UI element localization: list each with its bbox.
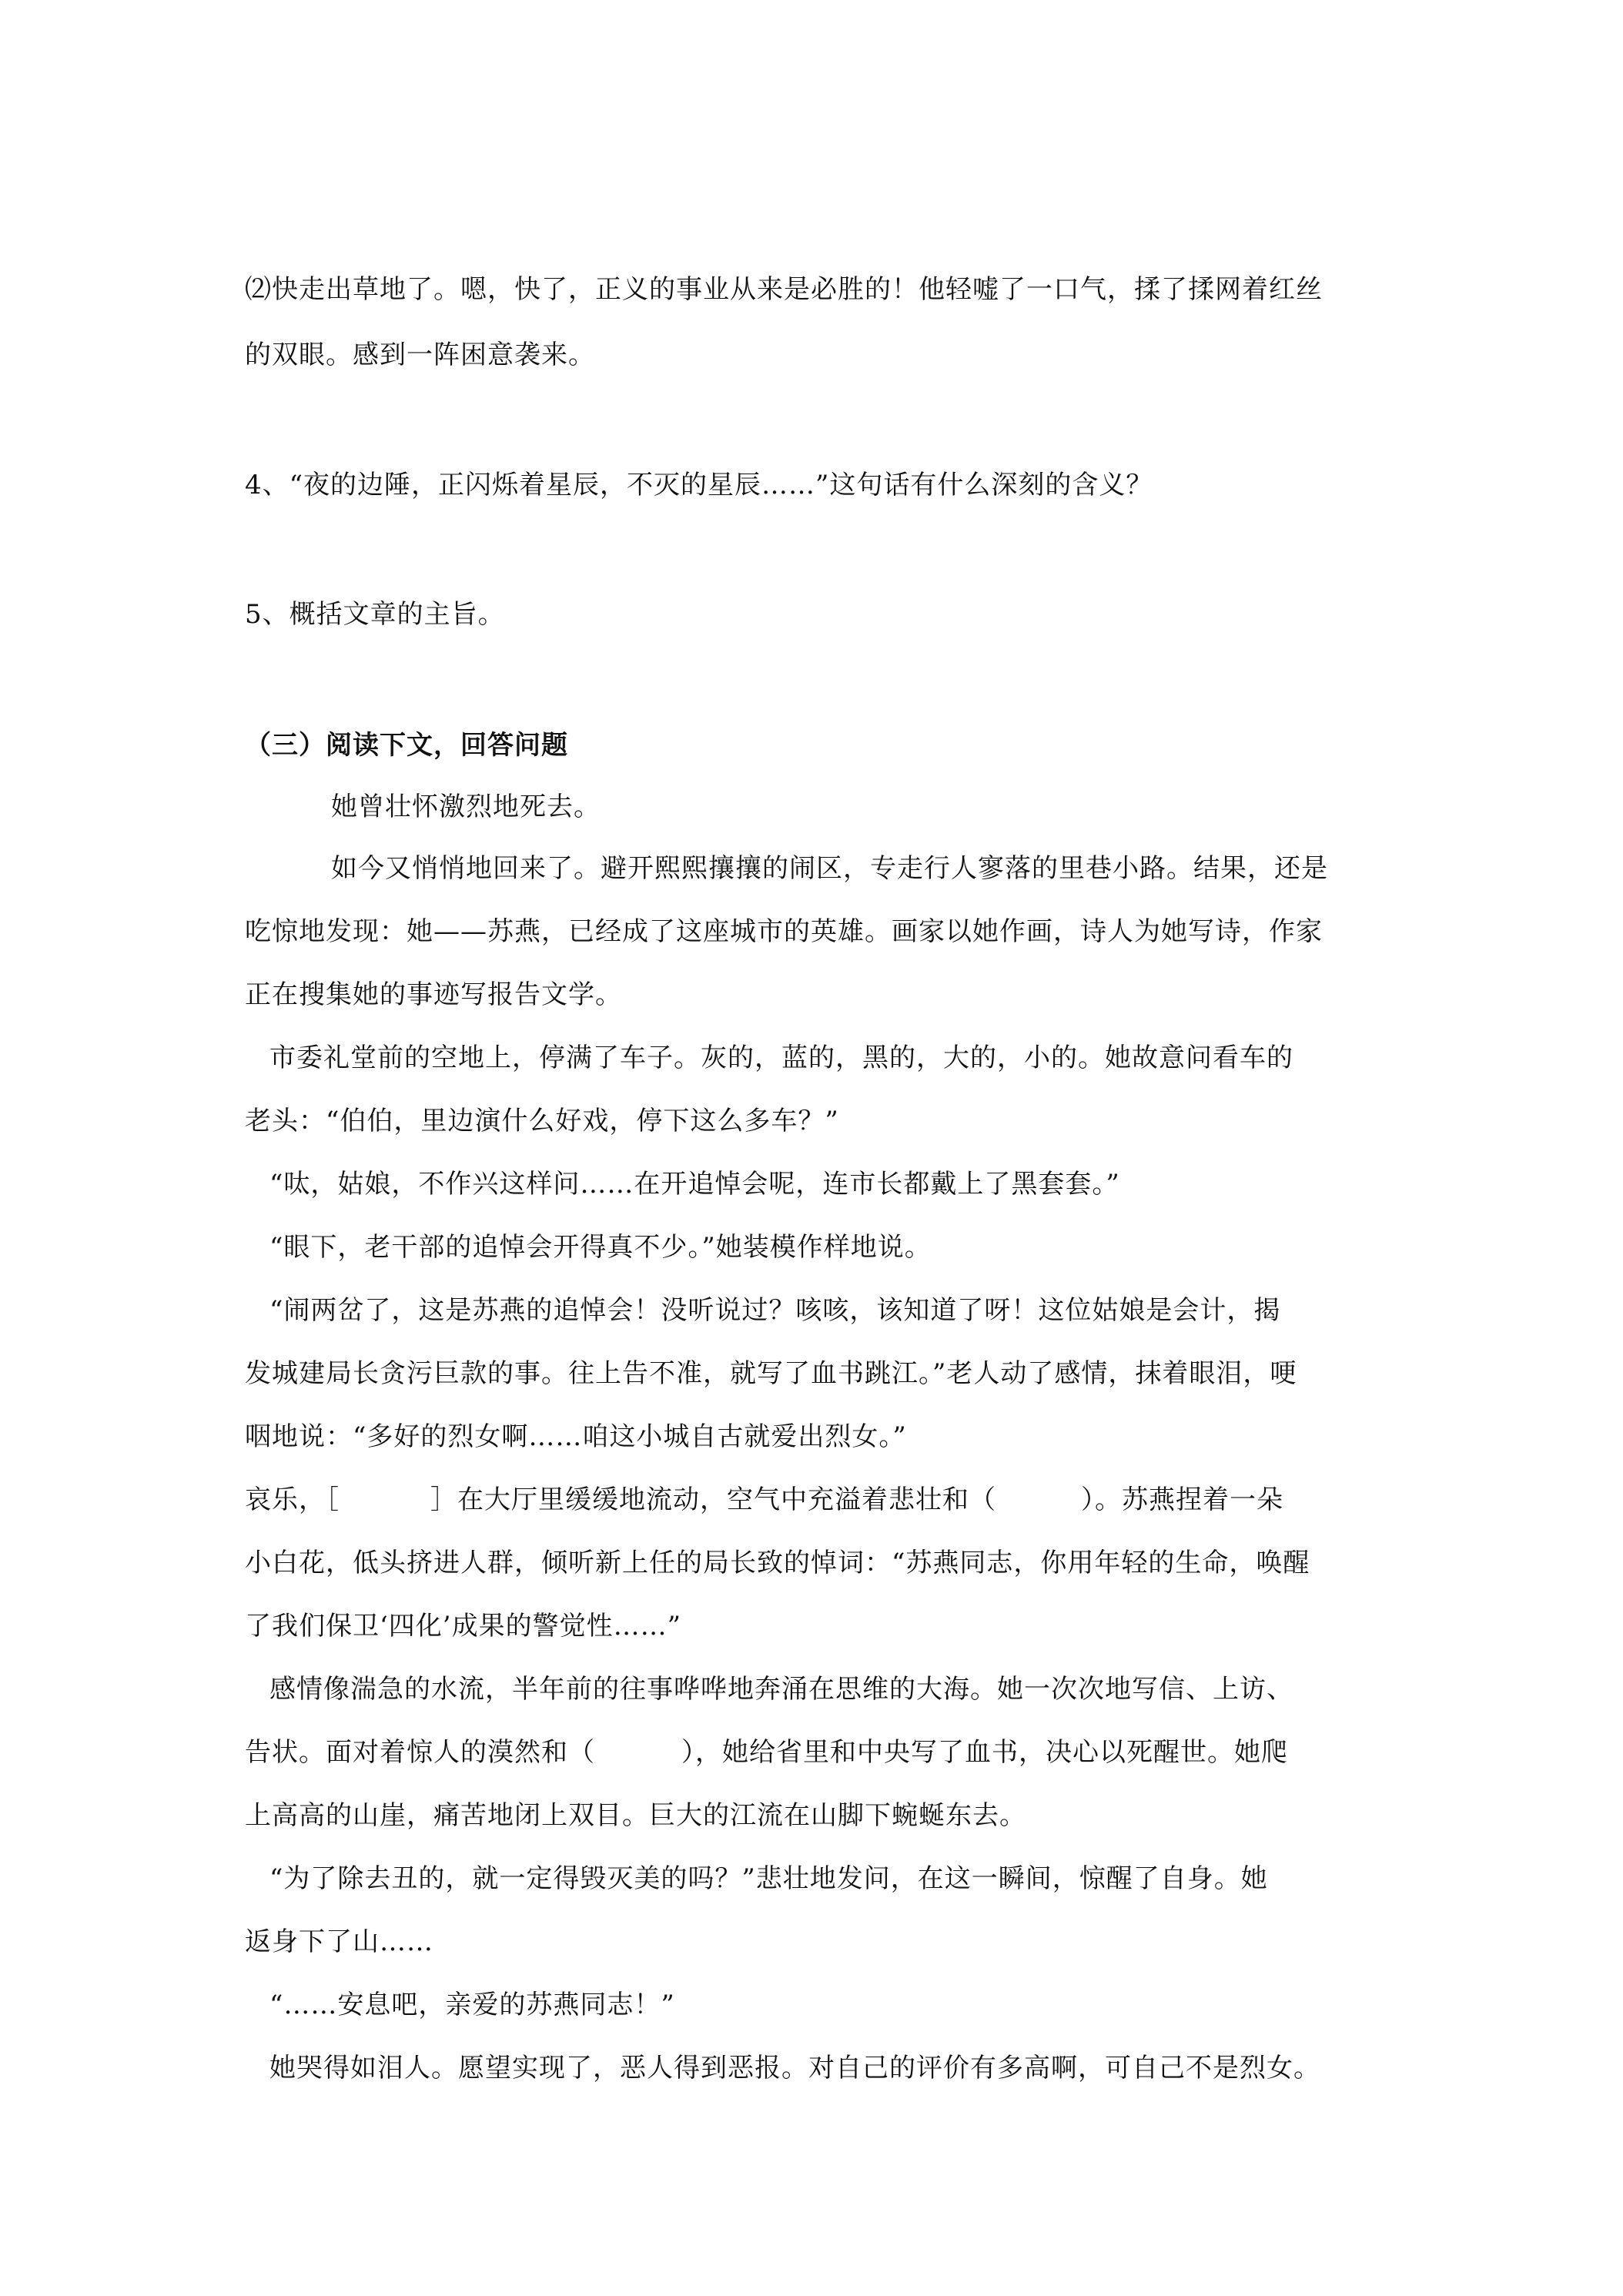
paragraph-9-line-2: 返身下了山……: [245, 1926, 433, 1957]
paragraph-5: “眼下，老干部的追悼会开得真不少。”她装模作样地说。: [269, 1232, 932, 1263]
question-2-line-1: ⑵快走出草地了。嗯，快了，正义的事业从来是必胜的！他轻嘘了一口气，揉了揉网着红丝: [245, 274, 1323, 305]
paragraph-7-line-1: [245, 1481, 1283, 1518]
paragraph-8-line-3: 上高高的山崖，痛苦地闭上双目。巨大的江流在山脚下蜿蜒东去。: [245, 1800, 1026, 1831]
paragraph-7-text-3: ）。苏燕捏着一朵: [1081, 1484, 1283, 1515]
paragraph-3-line-1: 市委礼堂前的空地上，停满了车子。灰的，蓝的，黑的，大的，小的。她故意问看车的: [269, 1043, 1293, 1073]
paragraph-7-line-2: 小白花，低头挤进人群，倾听新上任的局长致的悼词：“苏燕同志，你用年轻的生命，唤醒: [245, 1548, 1310, 1578]
paragraph-11: 她哭得如泪人。愿望实现了，恶人得到恶报。对自己的评价有多高啊，可自己不是烈女。: [269, 2053, 1320, 2083]
paragraph-8-line-1: 感情像湍急的水流，半年前的往事哗哗地奔涌在思维的大海。她一次次地写信、上访、: [269, 1674, 1293, 1705]
paragraph-2-line-3: 正在搜集她的事迹写报告文学。: [245, 979, 622, 1010]
question-5: 5、概括文章的主旨。: [245, 599, 505, 630]
paragraph-6-line-3: 咽地说：“多好的烈女啊……咱这小城自古就爱出烈女。”: [245, 1421, 907, 1452]
paragraph-8-text-1: 告状。面对着惊人的漠然和（: [245, 1737, 595, 1768]
paragraph-8-text-2: ），她给省里和中央写了血书，决心以死醒世。她爬: [681, 1737, 1288, 1768]
section-3-title: （三）阅读下文，回答问题: [245, 730, 568, 761]
paragraph-7-text-1: 哀乐，［: [245, 1484, 340, 1515]
paragraph-4: “呔，姑娘，不作兴这样问……在开追悼会呢，连市长都戴上了黑套套。”: [269, 1169, 1120, 1200]
paragraph-9-line-1: “为了除去丑的，就一定得毁灭美的吗？”悲壮地发问，在这一瞬间，惊醒了自身。她: [269, 1863, 1268, 1894]
paragraph-2-line-2: 吃惊地发现：她——苏燕，已经成了这座城市的英雄。画家以她作画，诗人为她写诗，作家: [245, 916, 1323, 947]
paragraph-7-line-3: 了我们保卫‘四化’成果的警觉性……”: [245, 1611, 681, 1642]
paragraph-3-line-2: 老头：“伯伯，里边演什么好戏，停下这么多车？”: [245, 1106, 839, 1136]
paragraph-6-line-2: 发城建局长贪污巨款的事。往上告不准，就写了血书跳江。”老人动了感情，抹着眼泪，哽: [245, 1358, 1297, 1389]
paragraph-8-line-2: [245, 1734, 1288, 1771]
paragraph-6-line-1: “闹两岔了，这是苏燕的追悼会！没听说过？咳咳，该知道了呀！这位姑娘是会计，揭: [269, 1295, 1281, 1326]
question-2-line-2: 的双眼。感到一阵困意袭来。: [245, 340, 595, 370]
paragraph-10: “……安息吧，亲爱的苏燕同志！”: [269, 1990, 675, 2020]
question-4: 4、“夜的边陲，正闪烁着星辰，不灭的星辰……”这句话有什么深刻的含义？: [245, 470, 1153, 500]
paragraph-1: 她曾壮怀激烈地死去。: [331, 792, 601, 822]
paragraph-2-line-1: 如今又悄悄地回来了。避开熙熙攘攘的闹区，专走行人寥落的里巷小路。结果，还是: [331, 853, 1328, 884]
paragraph-7-text-2: ］在大厅里缓缓地流动，空气中充溢着悲壮和（: [430, 1484, 996, 1515]
